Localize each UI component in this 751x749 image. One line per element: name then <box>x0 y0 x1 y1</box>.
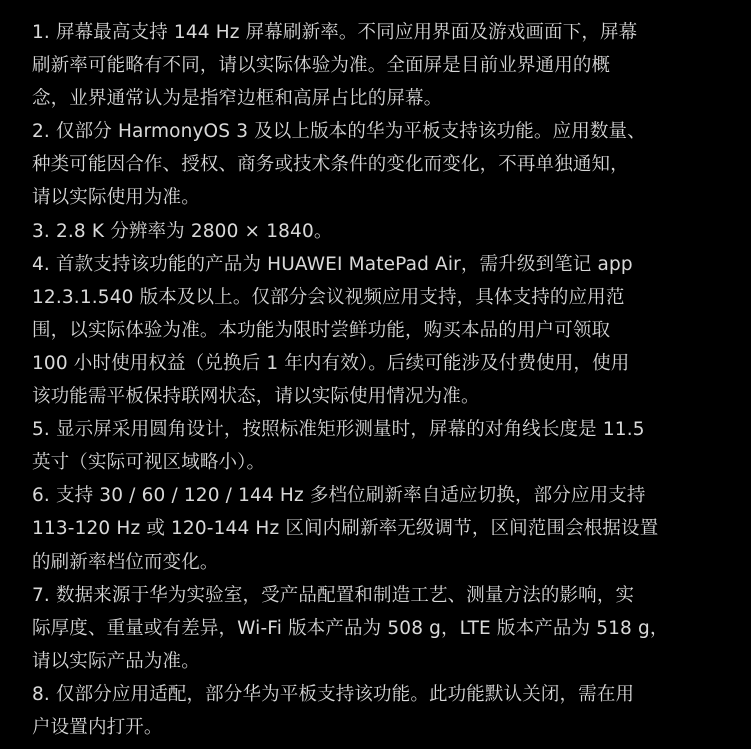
footnote-line: 际厚度、重量或有差异，Wi-Fi 版本产品为 508 g，LTE 版本产品为 518 g， <box>32 617 669 639</box>
footnote-line: 请以实际使用为准。 <box>32 187 200 209</box>
footnote-line: 4. 首款支持该功能的产品为 HUAWEI MatePad Air，需升级到笔记 app <box>32 253 633 275</box>
footnote-line: 围，以实际体验为准。本功能为限时尝鲜功能，购买本品的用户可领取 <box>32 319 611 341</box>
footnote-line: 6. 支持 30 / 60 / 120 / 144 Hz 多档位刷新率自适应切换，部分应用支持 <box>32 485 646 507</box>
footnote-line: 12.3.1.540 版本及以上。仅部分会议视频应用支持，具体支持的应用范 <box>32 286 625 308</box>
footnote-line: 刷新率可能略有不同，请以实际体验为准。全面屏是目前业界通用的概 <box>32 55 611 77</box>
footnote-line: 的刷新率档位而变化。 <box>32 551 219 573</box>
footnote-line: 户设置内打开。 <box>32 716 163 738</box>
footnote-line: 念，业界通常认为是指窄边框和高屏占比的屏幕。 <box>32 88 443 110</box>
footnote-line: 请以实际产品为准。 <box>32 650 200 672</box>
footnote-line: 8. 仅部分应用适配，部分华为平板支持该功能。此功能默认关闭，需在用 <box>32 683 635 705</box>
footnote-line: 100 小时使用权益（兑换后 1 年内有效）。后续可能涉及付费使用，使用 <box>32 352 630 374</box>
footnote-line: 3. 2.8 K 分辨率为 2800 × 1840。 <box>32 220 333 242</box>
footnote-line: 7. 数据来源于华为实验室，受产品配置和制造工艺、测量方法的影响，实 <box>32 584 635 606</box>
footnote-line: 该功能需平板保持联网状态，请以实际使用情况为准。 <box>32 386 480 408</box>
footnote-line: 种类可能因合作、授权、商务或技术条件的变化而变化，不再单独通知， <box>32 154 629 176</box>
footnote-line: 英寸（实际可视区域略小）。 <box>32 452 266 474</box>
footnote-line: 5. 显示屏采用圆角设计，按照标准矩形测量时，屏幕的对角线长度是 11.5 <box>32 419 645 441</box>
footnote-line: 113-120 Hz 或 120-144 Hz 区间内刷新率无级调节，区间范围会根据设置 <box>32 518 659 540</box>
footnote-line: 2. 仅部分 HarmonyOS 3 及以上版本的华为平板支持该功能。应用数量、 <box>32 121 646 143</box>
footnote-line: 1. 屏幕最高支持 144 Hz 屏幕刷新率。不同应用界面及游戏画面下，屏幕 <box>32 22 638 43</box>
